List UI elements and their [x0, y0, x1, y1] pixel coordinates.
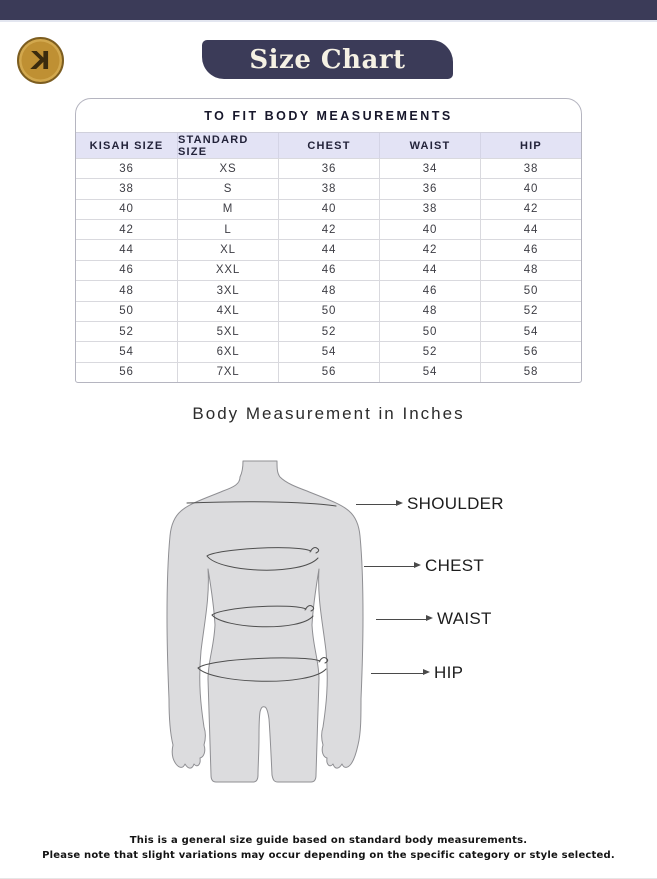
- footer-line-1: This is a general size guide based on standard body measurements.: [129, 835, 528, 846]
- column-header-standard-size: STANDARD SIZE: [177, 133, 278, 158]
- table-cell: 46: [119, 264, 134, 277]
- table-cell: 34: [379, 159, 480, 178]
- table-cell: 48: [278, 281, 379, 300]
- table-row: [76, 341, 581, 361]
- measure-chest: [364, 556, 484, 576]
- right-arrow-icon: [356, 504, 396, 505]
- right-arrow-icon: [371, 673, 423, 674]
- measure-shoulder: [356, 494, 504, 514]
- table-row: [76, 321, 581, 341]
- table-cell: 3XL: [177, 281, 278, 300]
- table-cell: 48: [119, 284, 134, 297]
- table-cell: 48: [480, 261, 581, 280]
- column-header-hip: HIP: [480, 133, 581, 158]
- table-cell: 40: [278, 200, 379, 219]
- table-cell: 48: [379, 302, 480, 321]
- table-cell: 36: [379, 179, 480, 198]
- table-title: TO FIT BODY MEASUREMENTS: [204, 108, 453, 123]
- table-cell: S: [177, 179, 278, 198]
- table-cell: 54: [480, 322, 581, 341]
- table-cell: 42: [379, 240, 480, 259]
- section-title: Body Measurement in Inches: [192, 404, 465, 423]
- measure-label-waist: WAIST: [437, 609, 492, 628]
- table-cell: M: [177, 200, 278, 219]
- table-cell: 7XL: [177, 363, 278, 382]
- table-row: [76, 280, 581, 300]
- table-cell: 52: [278, 322, 379, 341]
- measure-waist: [376, 609, 492, 629]
- table-cell: 40: [379, 220, 480, 239]
- table-cell: 42: [480, 200, 581, 219]
- table-cell: 6XL: [177, 342, 278, 361]
- table-row: [76, 158, 581, 178]
- table-cell: 40: [480, 179, 581, 198]
- top-navy-bar: [0, 0, 657, 22]
- table-row: [76, 362, 581, 382]
- body-silhouette-figure: [150, 445, 380, 800]
- table-cell: L: [177, 220, 278, 239]
- table-cell: 36: [119, 162, 134, 175]
- table-cell: 50: [480, 281, 581, 300]
- table-cell: 54: [379, 363, 480, 382]
- table-cell: XS: [177, 159, 278, 178]
- right-arrow-icon: [364, 566, 414, 567]
- footer-line-2: Please note that slight variations may occur depending on the specific category or style selected.: [42, 849, 615, 861]
- table-row: [76, 260, 581, 280]
- body-outline: [167, 461, 363, 782]
- table-header-row: [76, 132, 581, 158]
- table-row: [76, 239, 581, 259]
- table-body: [76, 158, 581, 382]
- table-row: [76, 199, 581, 219]
- measure-label-chest: CHEST: [425, 556, 485, 575]
- table-cell: 50: [119, 305, 134, 318]
- table-cell: 38: [480, 159, 581, 178]
- measure-label-shoulder: SHOULDER: [407, 494, 504, 513]
- table-cell: 56: [278, 363, 379, 382]
- table-cell: 44: [278, 240, 379, 259]
- table-cell: 38: [278, 179, 379, 198]
- page-title: Size Chart: [249, 44, 406, 75]
- table-cell: 40: [119, 203, 134, 216]
- table-cell: 46: [379, 281, 480, 300]
- size-table: [75, 98, 582, 383]
- table-cell: 36: [278, 159, 379, 178]
- table-row: [76, 301, 581, 321]
- column-header-waist: WAIST: [379, 133, 480, 158]
- table-cell: 38: [379, 200, 480, 219]
- column-header-chest: CHEST: [278, 133, 379, 158]
- table-cell: 50: [278, 302, 379, 321]
- table-cell: XL: [177, 240, 278, 259]
- column-header-kisah-size: KISAH SIZE: [89, 139, 164, 152]
- table-cell: 54: [278, 342, 379, 361]
- right-arrow-icon: [376, 619, 426, 620]
- footer-note: [0, 834, 657, 863]
- title-banner: [202, 40, 453, 79]
- table-row: [76, 219, 581, 239]
- table-cell: 38: [119, 183, 134, 196]
- table-cell: 46: [480, 240, 581, 259]
- table-cell: 50: [379, 322, 480, 341]
- table-cell: XXL: [177, 261, 278, 280]
- table-cell: 44: [119, 244, 134, 257]
- table-row: [76, 178, 581, 198]
- measure-label-hip: HIP: [434, 663, 464, 682]
- table-cell: 42: [278, 220, 379, 239]
- table-cell: 56: [119, 366, 134, 379]
- table-cell: 4XL: [177, 302, 278, 321]
- table-cell: 5XL: [177, 322, 278, 341]
- table-cell: 52: [119, 325, 134, 338]
- table-cell: 42: [119, 223, 134, 236]
- table-cell: 44: [480, 220, 581, 239]
- table-cell: 58: [480, 363, 581, 382]
- brand-logo-icon: [17, 37, 64, 84]
- table-cell: 44: [379, 261, 480, 280]
- table-cell: 56: [480, 342, 581, 361]
- table-cell: 46: [278, 261, 379, 280]
- table-cell: 52: [379, 342, 480, 361]
- table-cell: 54: [119, 345, 134, 358]
- logo-letter: K: [30, 46, 51, 75]
- measure-hip: [371, 663, 463, 683]
- table-cell: 52: [480, 302, 581, 321]
